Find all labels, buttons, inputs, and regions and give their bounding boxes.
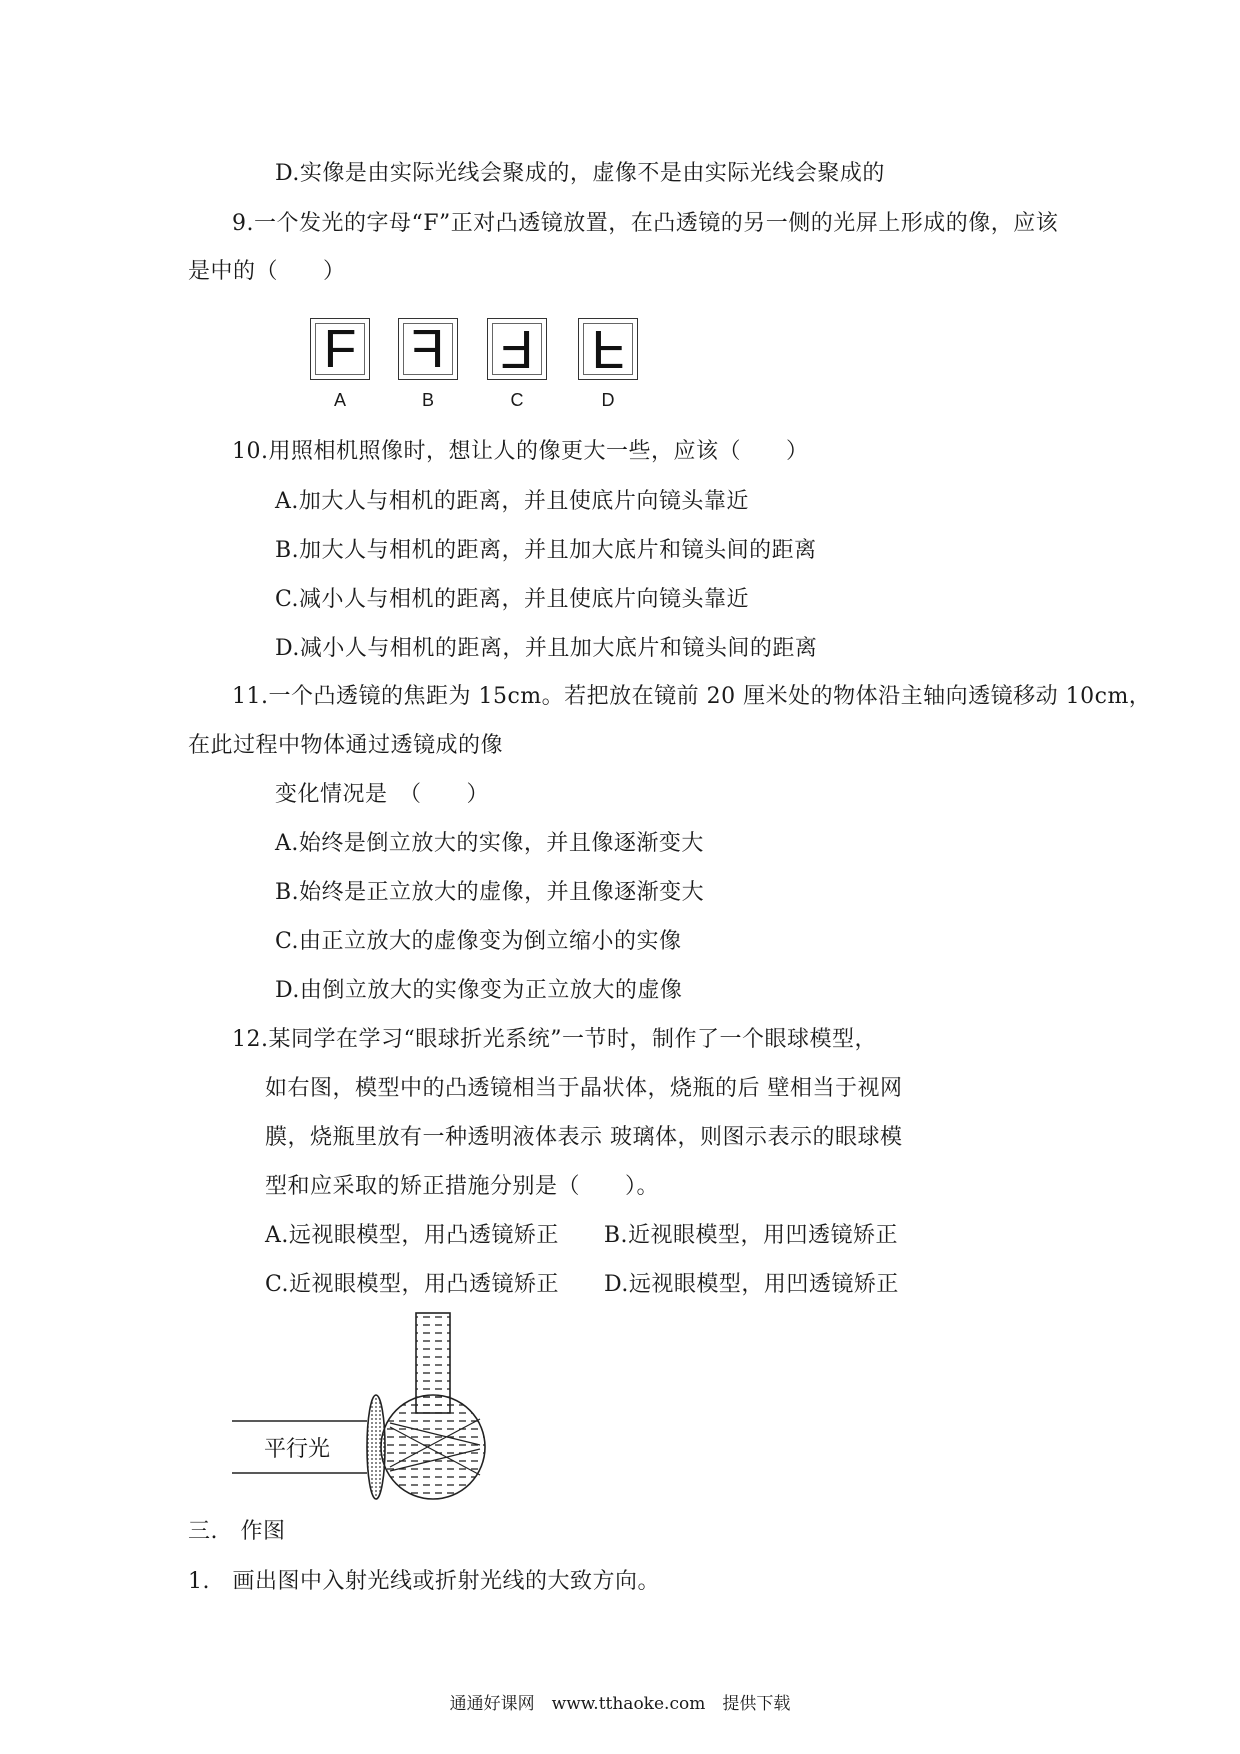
q11-text-line2: 在此过程中物体通过透镜成的像: [188, 733, 504, 758]
q10-option-b: B.加大人与相机的距离，并且加大底片和镜头间的距离: [275, 538, 817, 563]
convex-lens-icon: [367, 1395, 385, 1499]
letter-f-flipped: F: [591, 319, 625, 379]
q10-text: 10.用照相机照像时，想让人的像更大一些，应该（ ）: [232, 439, 809, 464]
caption-a: A: [333, 390, 346, 410]
q12-options-ab: A.远视眼模型，用凸透镜矫正 B.近视眼模型，用凹透镜矫正: [265, 1223, 899, 1248]
q10-option-a: A.加大人与相机的距离，并且使底片向镜头靠近: [275, 489, 749, 514]
q10-option-d: D.减小人与相机的距离，并且加大底片和镜头间的距离: [275, 636, 818, 661]
q11-text-line1: 11.一个凸透镜的焦距为 15cm。若把放在镜前 20 厘米处的物体沿主轴向透镜移动 10cm，: [232, 684, 1152, 709]
q11-option-b: B.始终是正立放大的虚像，并且像逐渐变大: [275, 880, 705, 905]
letter-f-rotated: F: [500, 319, 534, 379]
q11-option-c: C.由正立放大的虚像变为倒立缩小的实像: [275, 929, 682, 954]
q8-option-d: D.实像是由实际光线会聚成的，虚像不是由实际光线会聚成的: [275, 161, 885, 186]
q12-text-line2: 如右图，模型中的凸透镜相当于晶状体，烧瓶的后 壁相当于视网: [265, 1076, 903, 1101]
q12-options-cd: C.近视眼模型，用凸透镜矫正 D.远视眼模型，用凹透镜矫正: [265, 1272, 899, 1297]
q12-text-line3: 膜，烧瓶里放有一种透明液体表示 玻璃体，则图示表示的眼球模: [265, 1125, 903, 1150]
flask-bulb: [381, 1395, 485, 1499]
caption-c: C: [510, 390, 524, 410]
q9-text-line2: 是中的（ ）: [188, 259, 346, 284]
eye-model-figure: [230, 1305, 490, 1505]
letter-box-d: [578, 318, 638, 380]
page-footer: 通通好课网 www.tthaoke.com 提供下载: [449, 1694, 791, 1714]
q10-option-c: C.减小人与相机的距离，并且使底片向镜头靠近: [275, 587, 750, 612]
q11-option-d: D.由倒立放大的实像变为正立放大的虚像: [275, 978, 683, 1003]
letter-box-a: [310, 318, 370, 380]
letter-f-figure: [310, 318, 650, 418]
letter-f-mirrored: F: [411, 319, 445, 379]
flask-lens-diagram: [230, 1305, 490, 1505]
q12-text-line4: 型和应采取的矫正措施分别是（ ）。: [265, 1174, 660, 1199]
q11-option-a: A.始终是倒立放大的实像，并且像逐渐变大: [275, 831, 704, 856]
drawing-question-1: 1. 画出图中入射光线或折射光线的大致方向。: [188, 1569, 660, 1594]
letter-f-upright: F: [323, 319, 357, 379]
letter-box-b: [398, 318, 458, 380]
caption-b: B: [421, 390, 434, 410]
q12-text-line1: 12.某同学在学习“眼球折光系统”一节时，制作了一个眼球模型，: [232, 1027, 877, 1052]
letter-box-c: [487, 318, 547, 380]
section-3-heading: 三. 作图: [188, 1519, 286, 1544]
q11-text-line3: 变化情况是 （ ）: [275, 782, 490, 807]
caption-d: D: [601, 390, 615, 410]
q9-text-line1: 9.一个发光的字母“F”正对凸透镜放置，在凸透镜的另一侧的光屏上形成的像，应该: [232, 211, 1059, 236]
parallel-light-label: 平行光: [264, 1437, 331, 1462]
